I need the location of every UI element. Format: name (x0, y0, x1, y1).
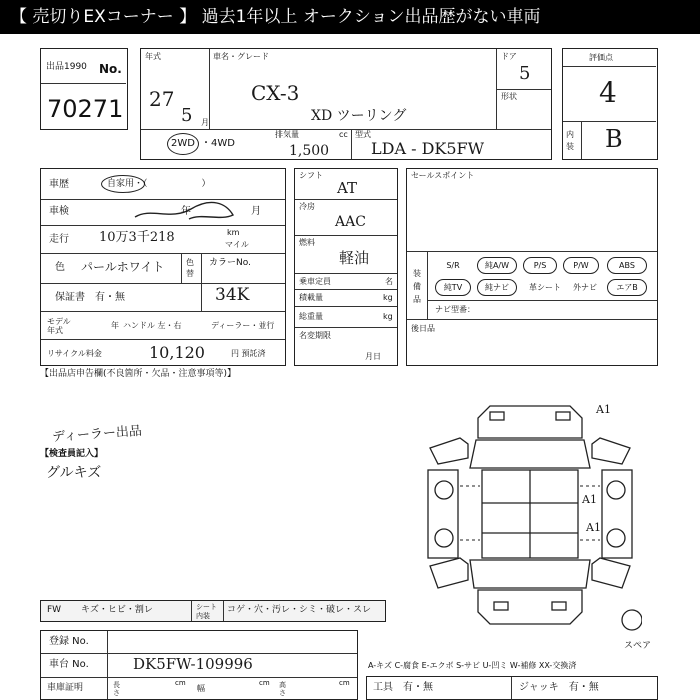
equipment-box (406, 168, 658, 366)
ac-value: AAC (335, 214, 366, 230)
lot-number: 70271 (47, 95, 124, 123)
mileage-value: 10万3千218 (99, 230, 175, 245)
inspection-year-unit: 年 (181, 206, 191, 217)
length-label: 長さ (113, 681, 120, 697)
register-label: 登録 No. (49, 636, 89, 647)
name-change-unit: 月日 (365, 352, 381, 361)
seat-options: コゲ・穴・汚レ・シミ・破レ・スレ (227, 605, 372, 615)
option-airbag: エアB (607, 279, 647, 296)
mileage-unit-mile: マイル (225, 240, 249, 249)
option-navi: 純ナビ (477, 279, 517, 296)
header-box (140, 48, 552, 160)
lot-stamp: 出品1990 (46, 62, 87, 72)
year-label: 年式 (145, 52, 161, 61)
damage-mark-2: A1 (582, 493, 597, 506)
score-value: 4 (599, 76, 617, 109)
ac-label: 冷房 (299, 202, 315, 211)
fw-seat-row (40, 600, 386, 622)
lot-no-label: No. (99, 62, 122, 76)
model-value: LDA - DK5FW (371, 139, 485, 158)
inspector-label: 【検査員記入】 (40, 449, 104, 459)
option-ps: P/S (523, 257, 557, 274)
dealer-label: ディーラー・並行 (211, 321, 275, 330)
year-value: 27 (149, 87, 175, 111)
inspection-label: 車検 (49, 206, 69, 217)
fw-options: キズ・ヒビ・割レ (81, 605, 153, 615)
history-options: 自家用・（ ） (107, 179, 211, 189)
damage-mark-3: A1 (586, 521, 601, 534)
shift-value: AT (337, 179, 358, 197)
capacity-unit: 名 (385, 277, 393, 286)
shift-label: シフト (299, 171, 323, 180)
height-cm: cm (339, 679, 350, 687)
warranty-label: 保証書 有・無 (55, 292, 125, 303)
displacement-value: 1,500 (289, 143, 330, 159)
length-cm: cm (175, 679, 186, 687)
after-label: 後日品 (411, 324, 435, 333)
specs-box (294, 168, 398, 366)
grade: XD ツーリング (311, 108, 407, 124)
fuel-value: 軽油 (339, 249, 370, 267)
option-tv: 純TV (435, 279, 471, 296)
registration-box (40, 630, 358, 700)
color-label: 色 (55, 262, 65, 273)
month-value: 5 (181, 105, 193, 126)
lot-number-box (40, 48, 128, 130)
fuel-label: 燃料 (299, 238, 315, 247)
color-no-label: カラーNo. (209, 258, 251, 268)
details-box (40, 168, 286, 366)
interior-value: B (605, 125, 623, 153)
load-unit: kg (383, 293, 393, 302)
option-abs: ABS (607, 257, 647, 274)
cc-unit: cc (339, 130, 348, 139)
color-no-value: 34K (215, 285, 250, 305)
width-cm: cm (259, 679, 270, 687)
spare-label: スペア (624, 641, 652, 651)
score-label: 評価点 (589, 53, 613, 62)
history-label: 車歴 (49, 179, 69, 190)
car-name-label: 車名・グレード (213, 52, 269, 61)
damage-legend: A-キズ C-腐食 E-エクボ S-サビ U-凹ミ W-補修 XX-交換済 (368, 661, 577, 670)
declaration-label: 【出品店申告欄(不良箇所・欠品・注意事項等)】 (40, 369, 237, 379)
model-year-unit: 年 (111, 321, 119, 330)
car-body-diagram (420, 398, 642, 638)
mileage-label: 走行 (49, 234, 69, 245)
mileage-unit-km: km (227, 228, 240, 237)
declaration-value: ディーラー出品 (51, 423, 143, 446)
seat-label: シート内装 (196, 603, 217, 620)
damage-mark-1: A1 (596, 403, 611, 416)
displacement-label: 排気量 (275, 130, 299, 139)
shape-label: 形状 (501, 92, 517, 101)
door-label: ドア (501, 52, 517, 61)
capacity-label: 乗車定員 (299, 277, 331, 286)
recycle-value: 10,120 (149, 343, 205, 362)
inspector-value: グルキズ (46, 465, 102, 481)
door-value: 5 (519, 63, 531, 84)
navi-model-label: ナビ型番： (435, 305, 475, 314)
banner-title: 【 売切りEXコーナー 】 過去1年以上 オークション出品歴がない車両 (0, 0, 700, 34)
equipment-label: 装備品 (413, 269, 421, 304)
score-box (562, 48, 658, 160)
tool-box (366, 676, 658, 700)
garage-label: 車庫証明 (47, 683, 84, 693)
inspection-month-unit: 月 (251, 206, 261, 217)
color-value: パールホワイト (81, 260, 165, 274)
month-unit: 月 (201, 118, 209, 127)
option-ext-navi: 外ナビ (573, 283, 597, 292)
chassis-value: DK5FW-109996 (133, 655, 253, 673)
tool-label: 工具 有・無 (373, 682, 433, 693)
option-aw: 純A/W (477, 257, 517, 274)
option-sr: S/R (446, 261, 460, 270)
jack-label: ジャッキ 有・無 (519, 682, 599, 693)
total-weight-label: 総重量 (299, 312, 323, 321)
drive-4wd: ・4WD (201, 138, 235, 149)
fw-label: FW (47, 605, 62, 615)
height-label: 高さ (279, 681, 286, 697)
model-year-label: モデル年式 (47, 317, 71, 335)
car-name: CX-3 (251, 81, 300, 105)
load-label: 積載量 (299, 293, 323, 302)
width-label: 幅 (197, 684, 205, 693)
model-label: 型式 (355, 130, 371, 139)
weight-unit: kg (383, 312, 393, 321)
interior-label: 内装 (566, 130, 574, 151)
option-pw: P/W (563, 257, 599, 274)
recycle-label: リサイクル料金 (47, 349, 102, 358)
sales-point-label: セールスポイント (411, 171, 475, 180)
name-change-label: 名変期限 (299, 331, 331, 340)
drive-2wd: 2WD (171, 138, 195, 149)
option-leather: 革シート (529, 283, 561, 292)
chassis-label: 車台 No. (49, 659, 89, 670)
recycle-unit: 円 預託済 (231, 349, 266, 358)
handle-label: ハンドル 左・右 (123, 321, 182, 330)
color-change-label: 色替 (186, 258, 194, 278)
